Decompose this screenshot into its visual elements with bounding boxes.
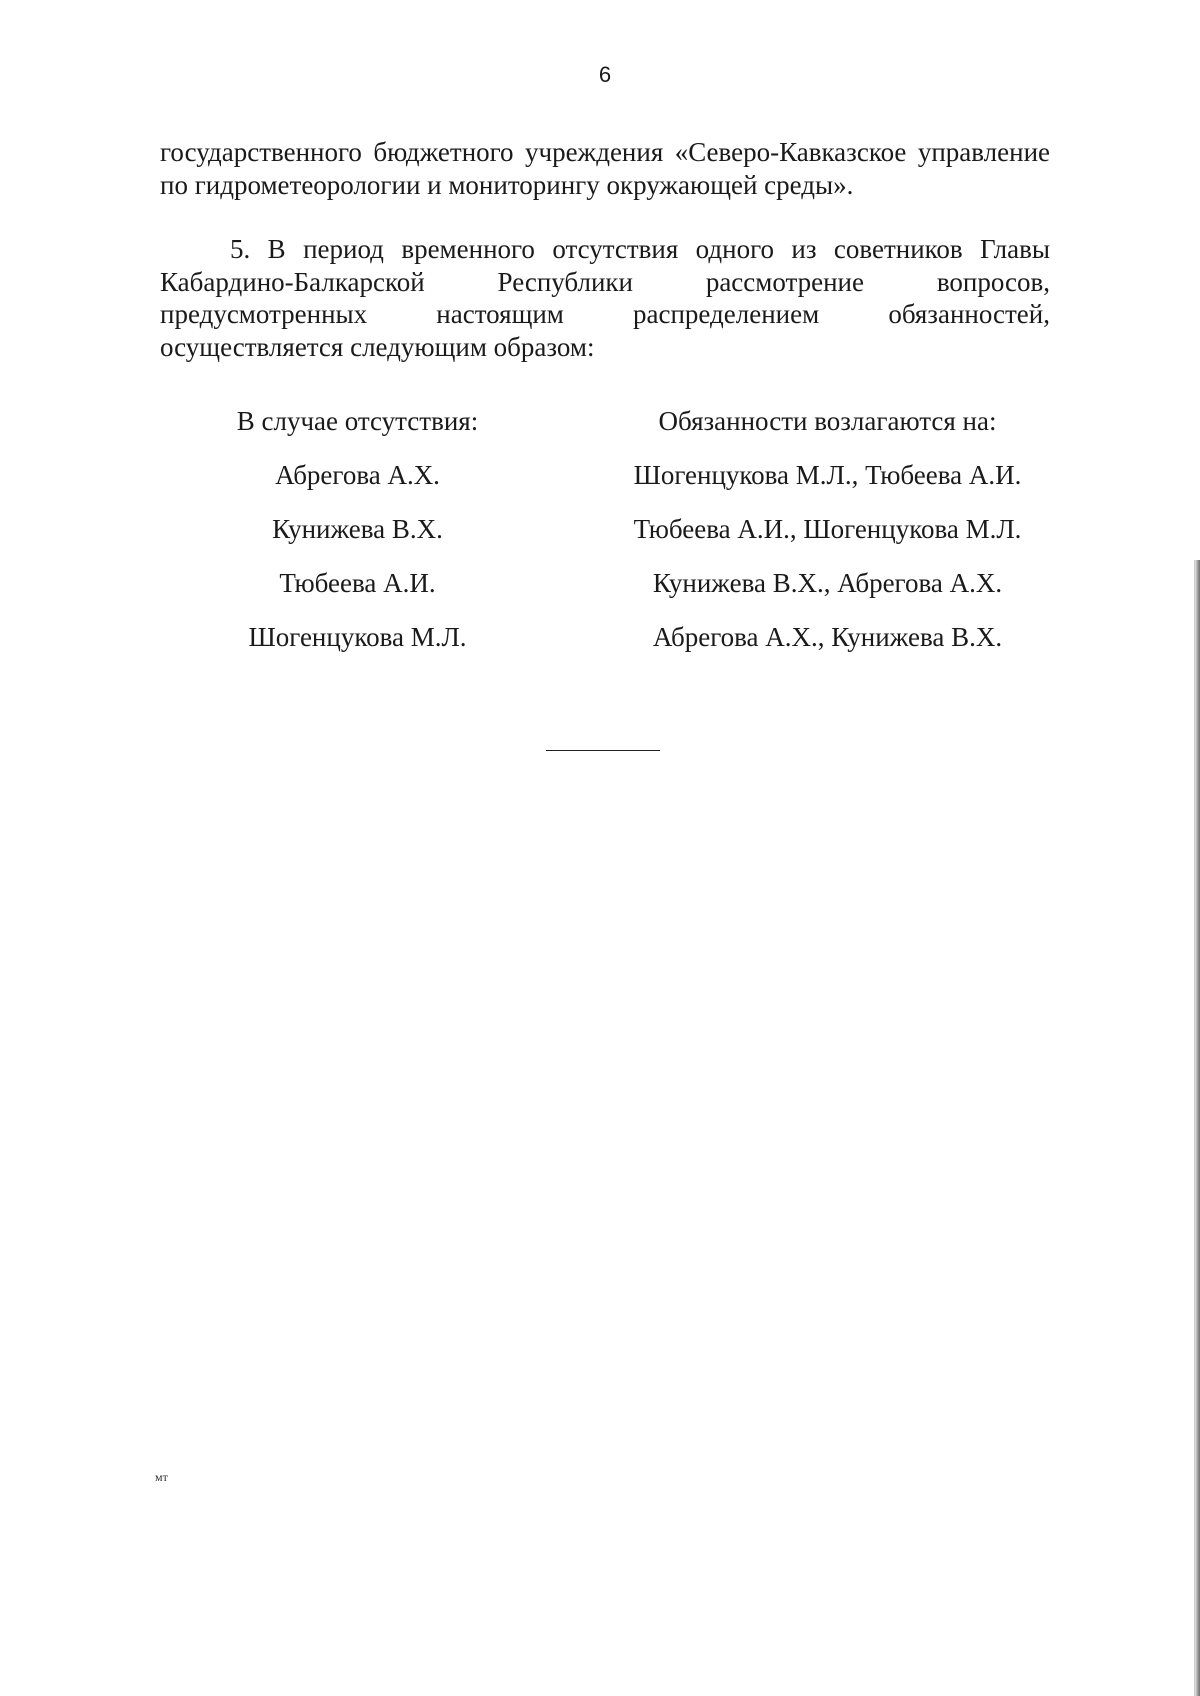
footer-initials: мт [155, 1470, 168, 1484]
absent-person: Абрегова А.Х. [275, 460, 440, 490]
absent-person: Шогенцукова М.Л. [248, 622, 467, 652]
paragraph-item-5 [160, 233, 1050, 363]
absent-column [200, 394, 515, 664]
paragraph-continuation: государственного бюджетного учреждения «Северо-Кавказское управление по гидрометеорологии и мониторингу окружающей среды». [160, 137, 1050, 200]
substitute-persons: Кунижева В.Х., Абрегова А.Х. [652, 568, 1003, 598]
substitute-persons: Тюбеева А.И., Шогенцукова М.Л. [633, 514, 1022, 544]
absent-person: Кунижева В.Х. [272, 514, 443, 544]
absent-person: Тюбеева А.И. [279, 568, 436, 598]
substitutes-column-header: Обязанности возлагаются на: [658, 406, 997, 436]
substitute-persons: Шогенцукова М.Л., Тюбеева А.И. [633, 460, 1022, 490]
end-of-text-rule [546, 750, 660, 751]
scan-edge [1195, 560, 1200, 1696]
page-number: 6 [598, 62, 612, 87]
paragraph-item-5-text: 5. В период временного отсутствия одного из советников Главы Кабардино-Балкарской Республики рассмотрение вопросов, предусмотренных настоящим распределением обязанностей, осуществляется следующим образом: [160, 234, 1050, 362]
absent-column-header: В случае отсутствия: [236, 406, 479, 436]
substitute-persons: Абрегова А.Х., Кунижева В.Х. [652, 622, 1003, 652]
substitutes-column [600, 394, 1055, 664]
